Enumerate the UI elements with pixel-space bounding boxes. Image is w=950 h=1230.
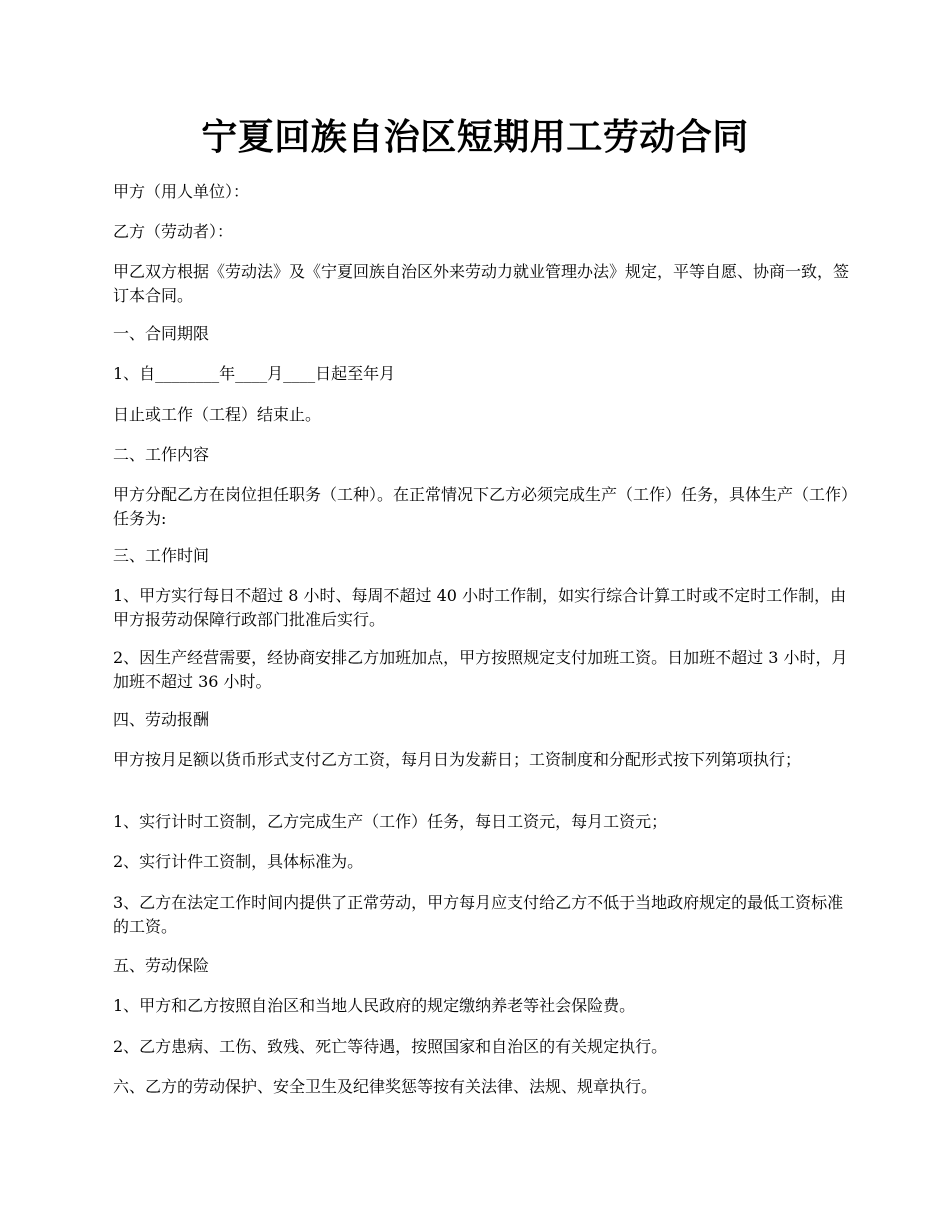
term-clause-1: 1、自________年____月____日起至年月 xyxy=(113,364,396,383)
work-time-clause-1: 1、甲方实行每日不超过 8 小时、每周不超过 40 小时工作制，如实行综合计算工时或不定时工作制，由甲方报劳动保障行政部门批准后实行。 xyxy=(113,586,847,629)
work-time-clause-2: 2、因生产经营需要，经协商安排乙方加班加点，甲方按照规定支付加班工资。日加班不超过 3 小时，月加班不超过 36 小时。 xyxy=(113,648,848,691)
remuneration-paragraph: 甲方按月足额以货币形式支付乙方工资，每月日为发薪日；工资制度和分配形式按下列第项执行； xyxy=(113,750,802,769)
document-title: 宁夏回族自治区短期用工劳动合同 xyxy=(201,116,749,158)
section-heading-protection: 六、乙方的劳动保护、安全卫生及纪律奖惩等按有关法律、法规、规章执行。 xyxy=(113,1077,658,1096)
insurance-clause-1: 1、甲方和乙方按照自治区和当地人民政府的规定缴纳养老等社会保险费。 xyxy=(113,996,636,1015)
section-heading-insurance: 五、劳动保险 xyxy=(113,956,210,975)
section-heading-term: 一、合同期限 xyxy=(113,324,210,343)
insurance-clause-2: 2、乙方患病、工伤、致残、死亡等待遇，按照国家和自治区的有关规定执行。 xyxy=(113,1037,668,1056)
work-content-paragraph: 甲方分配乙方在岗位担任职务（工种）。在正常情况下乙方必须完成生产（工作）任务，具体生产（工作）任务为: xyxy=(113,485,850,528)
remuneration-clause-2: 2、实行计件工资制，具体标准为。 xyxy=(113,852,364,871)
term-clause-end: 日止或工作（工程）结束止。 xyxy=(113,405,322,424)
section-heading-work-time: 三、工作时间 xyxy=(113,546,210,565)
remuneration-clause-1: 1、实行计时工资制，乙方完成生产（工作）任务，每日工资元，每月工资元； xyxy=(113,812,668,831)
party-b-line: 乙方（劳动者）： xyxy=(113,222,234,241)
preamble-paragraph: 甲乙双方根据《劳动法》及《宁夏回族自治区外来劳动力就业管理办法》规定，平等自愿、协商一致，签订本合同。 xyxy=(113,262,850,305)
section-heading-remuneration: 四、劳动报酬 xyxy=(113,710,210,729)
remuneration-clause-3: 3、乙方在法定工作时间内提供了正常劳动，甲方每月应支付给乙方不低于当地政府规定的最低工资标准的工资。 xyxy=(113,893,844,936)
section-heading-work-content: 二、工作内容 xyxy=(113,445,210,464)
party-a-line: 甲方（用人单位）： xyxy=(113,182,250,201)
